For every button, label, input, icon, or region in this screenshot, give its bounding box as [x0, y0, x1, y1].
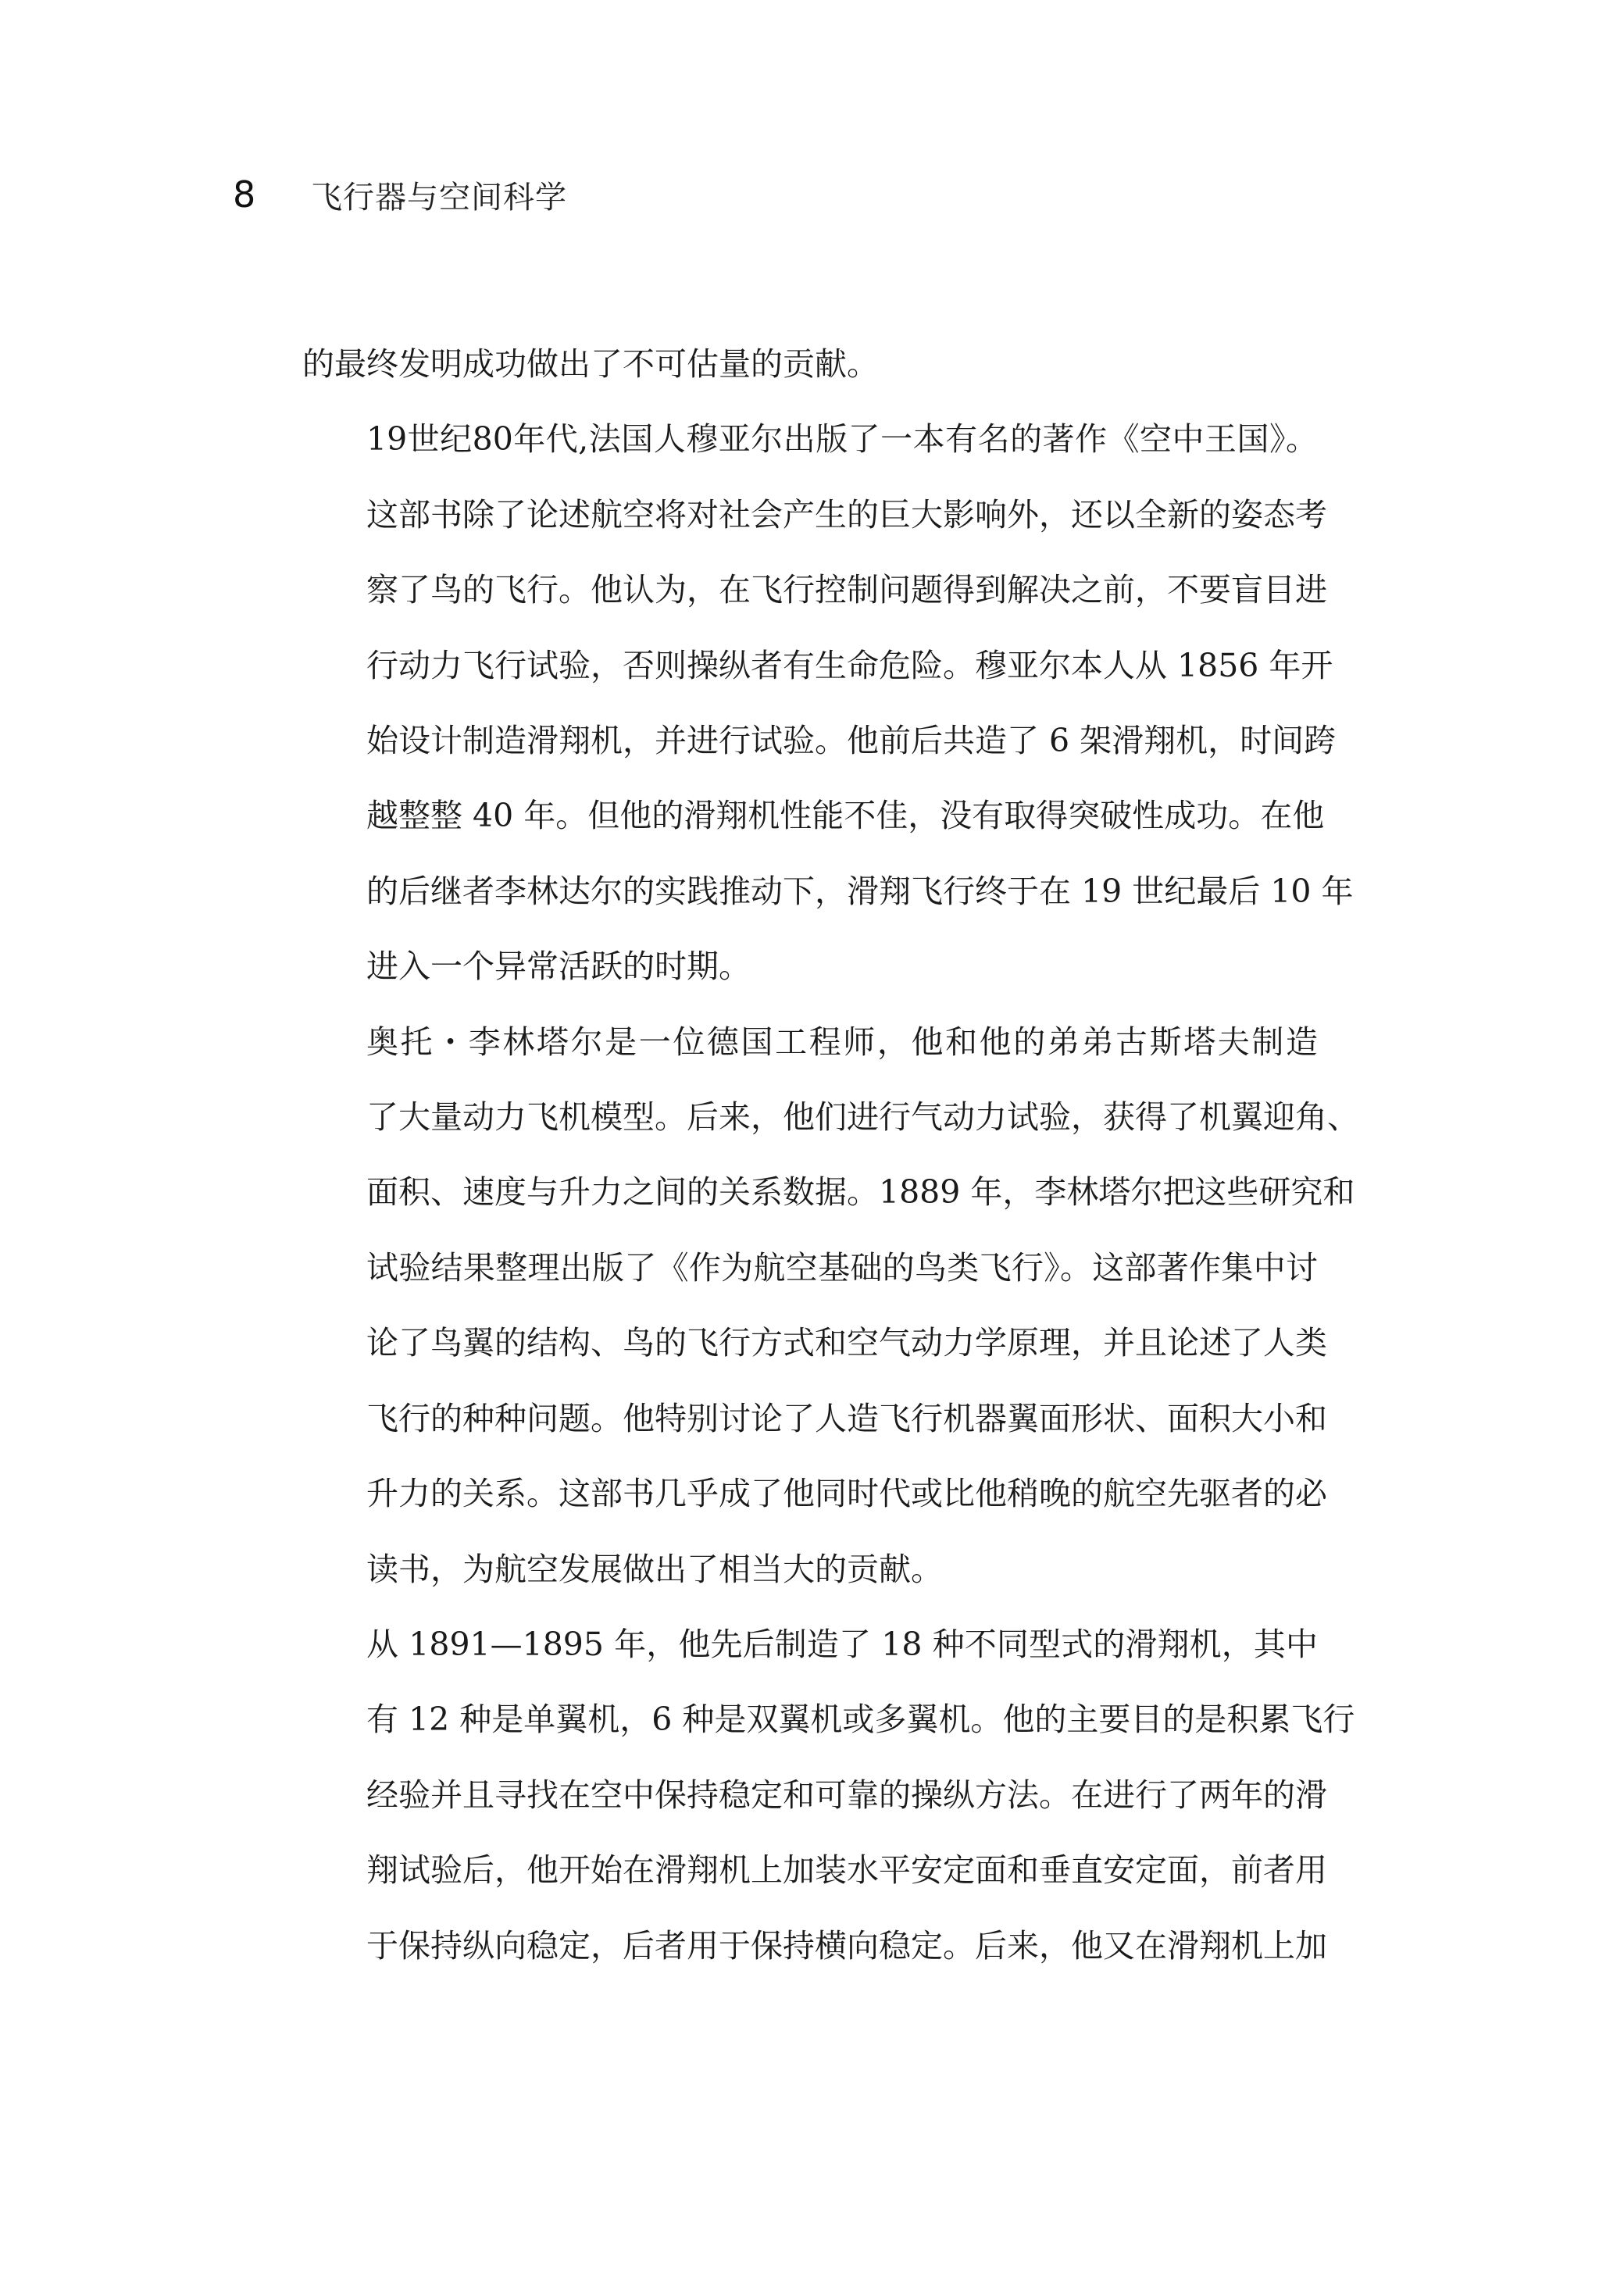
- text-line: 面积、速度与升力之间的关系数据。1889 年，李林塔尔把这些研究和: [366, 1173, 1355, 1212]
- text-line: 飞行的种种问题。他特别讨论了人造飞行机器翼面形状、面积大小和: [366, 1399, 1327, 1437]
- running-title: 飞行器与空间科学: [311, 179, 567, 216]
- text-line: 论了鸟翼的结构、鸟的飞行方式和空气动力学原理，并且论述了人类: [366, 1324, 1327, 1362]
- body-text: [302, 327, 1359, 1983]
- paragraph-4: [302, 1607, 1355, 1983]
- page-number: 8: [233, 173, 256, 216]
- paragraph-2: [302, 402, 1354, 1004]
- text-line: 进入一个异常活跃的时期。: [366, 948, 751, 986]
- page-header: [233, 167, 567, 222]
- paragraph-3: [302, 1005, 1359, 1607]
- text-line: 有 12 种是单翼机，6 种是双翼机或多翼机。他的主要目的是积累飞行: [366, 1701, 1355, 1739]
- text-line: 越整整 40 年。但他的滑翔机性能不佳，没有取得突破性成功。在他: [366, 797, 1325, 835]
- text-line: 始设计制造滑翔机，并进行试验。他前后共造了 6 架滑翔机，时间跨: [366, 722, 1337, 760]
- text-line: 试验结果整理出版了《作为航空基础的鸟类飞行》。这部著作集中讨: [366, 1248, 1318, 1287]
- text-line: 读书，为航空发展做出了相当大的贡献。: [366, 1550, 943, 1588]
- text-line: 察了鸟的飞行。他认为，在飞行控制问题得到解决之前，不要盲目进: [366, 571, 1327, 609]
- text-line: 翔试验后，他开始在滑翔机上加装水平安定面和垂直安定面，前者用: [366, 1851, 1327, 1890]
- text-line: 从 1891—1895 年，他先后制造了 18 种不同型式的滑翔机，其中: [366, 1625, 1318, 1663]
- text-line: 行动力飞行试验，否则操纵者有生命危险。穆亚尔本人从 1856 年开: [366, 646, 1333, 684]
- paragraph-1: [302, 327, 1318, 402]
- text-line: 于保持纵向稳定，后者用于保持横向稳定。后来，他又在滑翔机上加: [366, 1926, 1327, 1965]
- text-line: 经验并且寻找在空中保持稳定和可靠的操纵方法。在进行了两年的滑: [366, 1776, 1327, 1814]
- text-line: 奥托・李林塔尔是一位德国工程师，他和他的弟弟古斯塔夫制造: [366, 1023, 1318, 1061]
- text-line: 了大量动力飞机模型。后来，他们进行气动力试验，获得了机翼迎角、: [366, 1098, 1359, 1137]
- text-line: 升力的关系。这部书几乎成了他同时代或比他稍晚的航空先驱者的必: [366, 1475, 1327, 1513]
- text-line: 的最终发明成功做出了不可估量的贡献。: [302, 345, 879, 383]
- text-line: 的后继者李林达尔的实践推动下，滑翔飞行终于在 19 世纪最后 10 年: [366, 872, 1354, 910]
- text-line: 这部书除了论述航空将对社会产生的巨大影响外，还以全新的姿态考: [366, 495, 1327, 534]
- text-line: 19世纪80年代,法国人穆亚尔出版了一本有名的著作《空中王国》。: [366, 420, 1318, 459]
